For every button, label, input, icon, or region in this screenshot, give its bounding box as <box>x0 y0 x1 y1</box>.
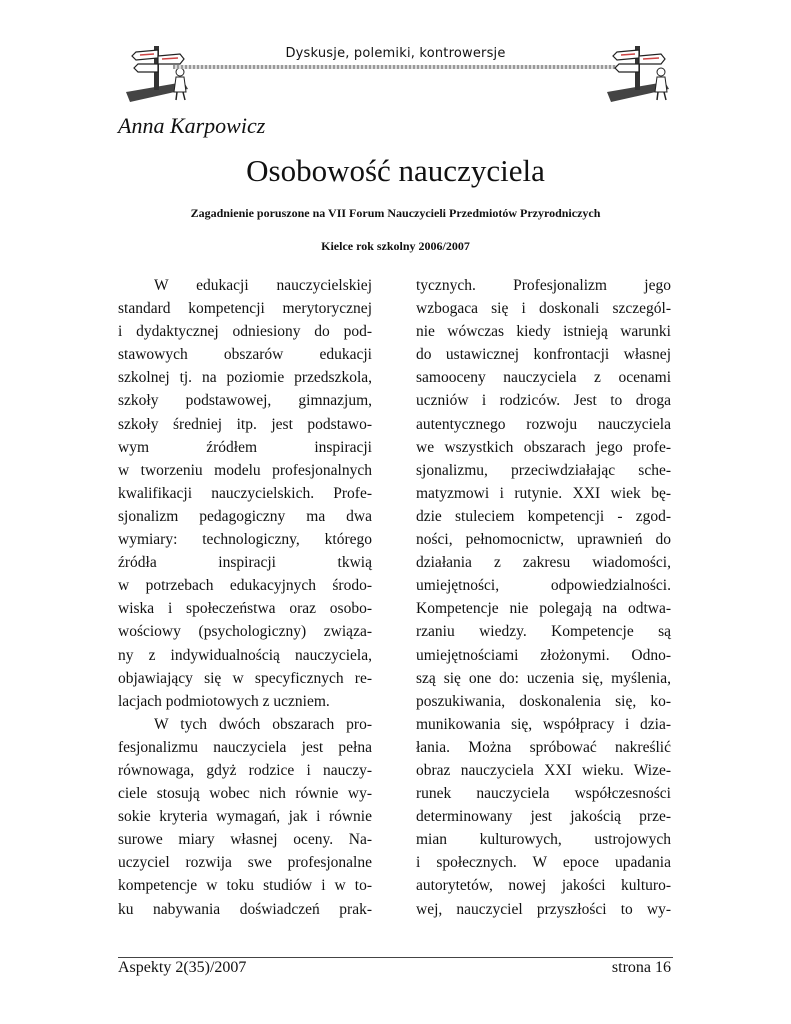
text-line: dzie stuleciem kompetencji - zgod- <box>416 507 671 525</box>
text-line: uczyciel rozwija swe profesjonalne <box>118 854 372 872</box>
signpost-figure-icon <box>605 42 685 104</box>
text-line: umiejętnościami złożonymi. Odno- <box>416 646 671 664</box>
text-line: szkolnej tj. na poziomie przedszkola, <box>118 369 372 387</box>
text-line: samooceny nauczyciela z ocenami <box>416 369 671 387</box>
page-number: strona 16 <box>611 959 671 976</box>
text-line: we wszystkich obszarach jego profe- <box>416 438 671 456</box>
text-line: kwalifikacji nauczycielskich. Profe- <box>118 484 372 502</box>
text-line: wościowy (psychologiczny) związa- <box>118 623 372 641</box>
text-line: matyzmowi i rutynie. XXI wiek bę- <box>416 484 671 502</box>
text-line: objawiający się w specyficznych re- <box>118 669 372 687</box>
text-line: sjonalizmu, przeciwdziałając sche- <box>416 461 671 479</box>
text-line: poszukiwania, doskonalenia się, ko- <box>416 692 671 710</box>
text-line: rzaniu wiedzy. Kompetencje są <box>416 623 671 641</box>
text-line: łania. Można spróbować nakreślić <box>416 738 671 756</box>
text-line: W edukacji nauczycielskiej <box>154 277 372 294</box>
text-line: kompetencje w toku studiów i w to- <box>118 877 372 895</box>
text-line: wym źródłem inspiracji <box>118 438 372 456</box>
text-line: stawowych obszarów edukacji <box>118 346 372 364</box>
text-line: w tworzeniu modelu profesjonalnych <box>118 461 372 479</box>
text-line: wej, nauczyciel przyszłości to wy- <box>416 900 671 918</box>
text-column-left <box>118 274 372 921</box>
text-line: ciele stosują wobec nich równie wy- <box>118 785 372 803</box>
text-line: lacjach podmiotowych z uczniem. <box>118 692 330 710</box>
article-subtitle-date: Kielce rok szkolny 2006/2007 <box>321 239 470 253</box>
text-line: szkoły podstawowej, gimnazjum, <box>118 392 372 410</box>
text-line: działania z zakresu wiadomości, <box>416 554 671 572</box>
page-header <box>118 36 673 106</box>
text-line: nie wówczas kiedy istnieją warunki <box>416 323 671 341</box>
text-column-right <box>416 274 671 921</box>
text-line: ny z indywidualnością nauczyciela, <box>118 646 372 664</box>
text-line: w potrzebach edukacyjnych środo- <box>118 577 372 595</box>
text-line: autorytetów, nowej jakości kulturo- <box>416 877 671 895</box>
text-line: do ustawicznej konfrontacji własnej <box>416 346 671 364</box>
text-line: sokie kryteria wymagań, jak i równie <box>118 808 372 826</box>
text-line: munikowania się, współpracy i dzia- <box>416 715 671 733</box>
text-line: obraz nauczyciela XXI wieku. Wize- <box>416 761 671 779</box>
text-line: wiska i społeczeństwa oraz osobo- <box>118 600 372 618</box>
text-line: wymiary: technologiczny, którego <box>118 531 372 549</box>
text-line: szkoły średniej itp. jest podstawo- <box>118 415 372 433</box>
text-line: surowe miary własnej oceny. Na- <box>118 831 372 849</box>
text-line: i społecznych. W epoce upadania <box>416 854 671 872</box>
author-name: Anna Karpowicz <box>118 113 266 138</box>
text-line: autentycznego rozwoju nauczyciela <box>416 415 671 433</box>
journal-issue: Aspekty 2(35)/2007 <box>118 959 247 976</box>
text-line: równowaga, gdyż rodzice i nauczy- <box>118 761 372 779</box>
text-line: mian kulturowych, ustrojowych <box>416 831 671 849</box>
article-subtitle: Zagadnienie poruszone na VII Forum Nauczycieli Przedmiotów Przyrodniczych <box>190 206 601 220</box>
text-line: źródła inspiracji tkwią <box>118 554 372 572</box>
text-line: fesjonalizmu nauczyciela jest pełna <box>118 738 372 756</box>
article-title: Osobowość nauczyciela <box>246 153 545 188</box>
text-line: ku nabywania doświadczeń prak- <box>118 900 372 918</box>
text-line: W tych dwóch obszarach pro- <box>154 715 372 733</box>
text-line: runek nauczyciela współczesności <box>416 785 671 803</box>
text-line: sjonalizm pedagogiczny ma dwa <box>118 507 372 525</box>
text-line: standard kompetencji merytorycznej <box>118 300 372 318</box>
text-line: ności, pełnomocnictw, uprawnień do <box>416 531 671 549</box>
text-line: Kompetencje nie polegają na odtwa- <box>416 600 671 618</box>
section-title: Dyskusje, polemiki, kontrowersje <box>285 46 506 61</box>
text-line: tycznych. Profesjonalizm jego <box>416 277 671 294</box>
text-line: determinowany jest jakością prze- <box>416 808 671 826</box>
text-line: uczniów i rodziców. Jest to droga <box>416 392 671 410</box>
text-line: wzbogaca się i doskonali szczegól- <box>416 300 671 318</box>
text-line: umiejętności, odpowiedzialności. <box>416 577 671 595</box>
text-line: i dydaktycznej odniesiony do pod- <box>118 323 372 341</box>
text-line: szą się one do: uczenia się, myślenia, <box>416 669 671 687</box>
footer-rule <box>118 957 673 958</box>
header-rule <box>173 65 618 69</box>
